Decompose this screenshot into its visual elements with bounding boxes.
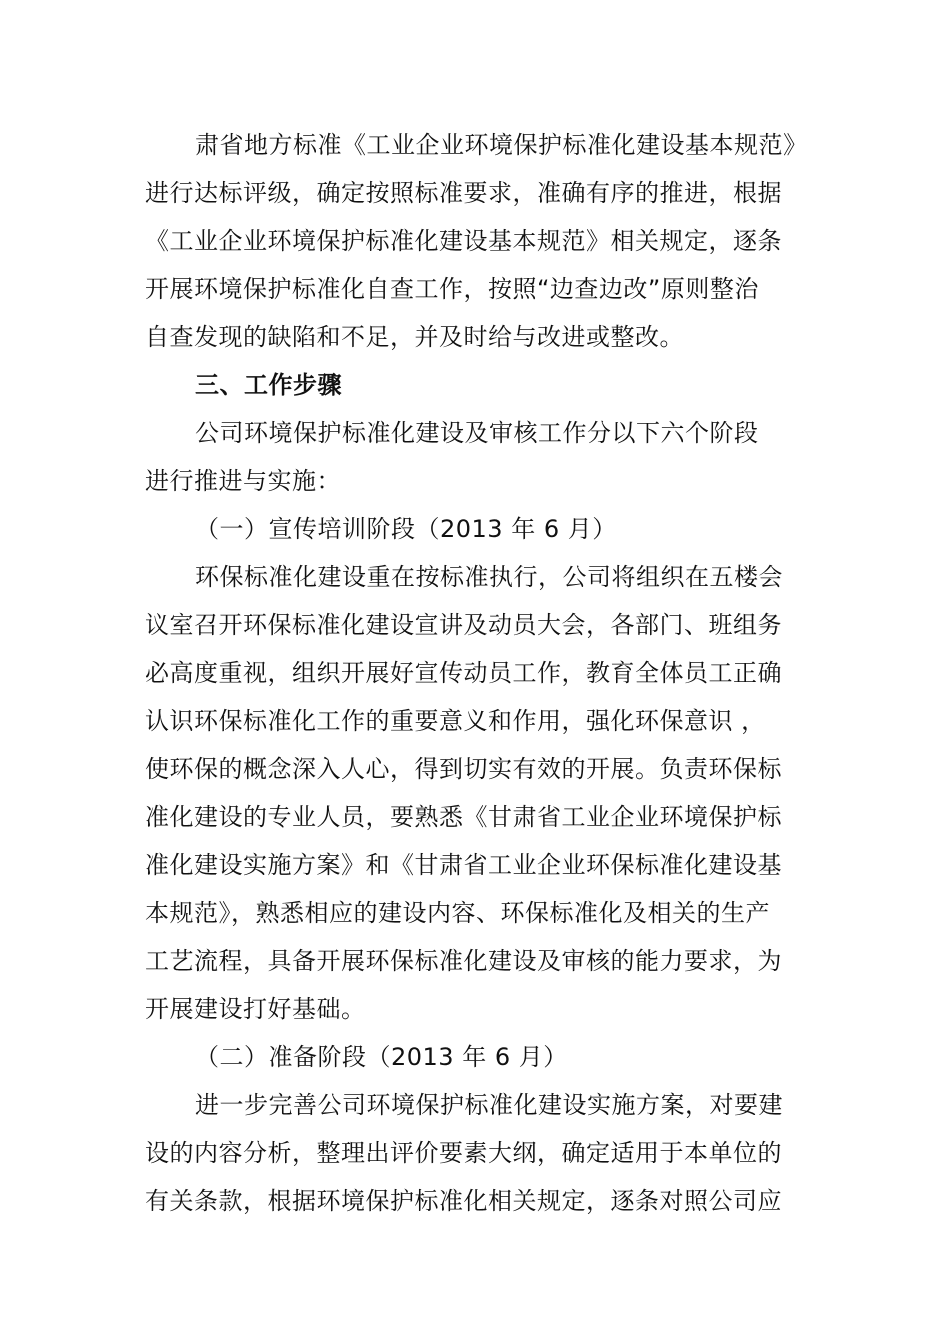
paragraph-line: 准化建设实施方案》和《甘肃省工业企业环保标准化建设基: [145, 851, 782, 879]
paragraph-line: 准化建设的专业人员，要熟悉《甘肃省工业企业环境保护标: [145, 803, 782, 831]
paragraph-line: 使环保的概念深入人心，得到切实有效的开展。负责环保标: [145, 755, 782, 783]
paragraph-line: 进行推进与实施：: [145, 467, 341, 495]
paragraph-line: 工艺流程，具备开展环保标准化建设及审核的能力要求，为: [145, 947, 782, 975]
paragraph-line: 环保标准化建设重在按标准执行，公司将组织在五楼会: [195, 563, 783, 591]
paragraph-line: 设的内容分析，整理出评价要素大纲，确定适用于本单位的: [145, 1139, 782, 1167]
paragraph-line: 开展环境保护标准化自查工作，按照“边查边改”原则整治: [145, 275, 759, 303]
subsection-heading: （二）准备阶段（2013 年 6 月）: [195, 1043, 568, 1071]
paragraph-line: 有关条款，根据环境保护标准化相关规定，逐条对照公司应: [145, 1187, 782, 1215]
paragraph-line: 公司环境保护标准化建设及审核工作分以下六个阶段: [195, 419, 759, 447]
subsection-heading: （一）宣传培训阶段（2013 年 6 月）: [195, 515, 617, 543]
paragraph-line: 进行达标评级，确定按照标准要求，准确有序的推进，根据: [145, 179, 782, 207]
paragraph-line: 肃省地方标准《工业企业环境保护标准化建设基本规范》: [195, 131, 808, 159]
paragraph-line: 必高度重视，组织开展好宣传动员工作，教育全体员工正确: [145, 659, 782, 687]
paragraph-line: 议室召开环保标准化建设宣讲及动员大会，各部门、班组务: [145, 611, 782, 639]
paragraph-line: 进一步完善公司环境保护标准化建设实施方案，对要建: [195, 1091, 783, 1119]
paragraph-line: 自查发现的缺陷和不足，并及时给与改进或整改。: [145, 323, 684, 351]
paragraph-line: 认识环保标准化工作的重要意义和作用，强化环保意识 ，: [145, 707, 766, 735]
paragraph-line: 本规范》，熟悉相应的建设内容、环保标准化及相关的生产: [145, 899, 770, 927]
paragraph-line: 开展建设打好基础。: [145, 995, 366, 1023]
paragraph-line: 《工业企业环境保护标准化建设基本规范》相关规定，逐条: [145, 227, 782, 255]
section-heading: 三、工作步骤: [195, 371, 342, 399]
